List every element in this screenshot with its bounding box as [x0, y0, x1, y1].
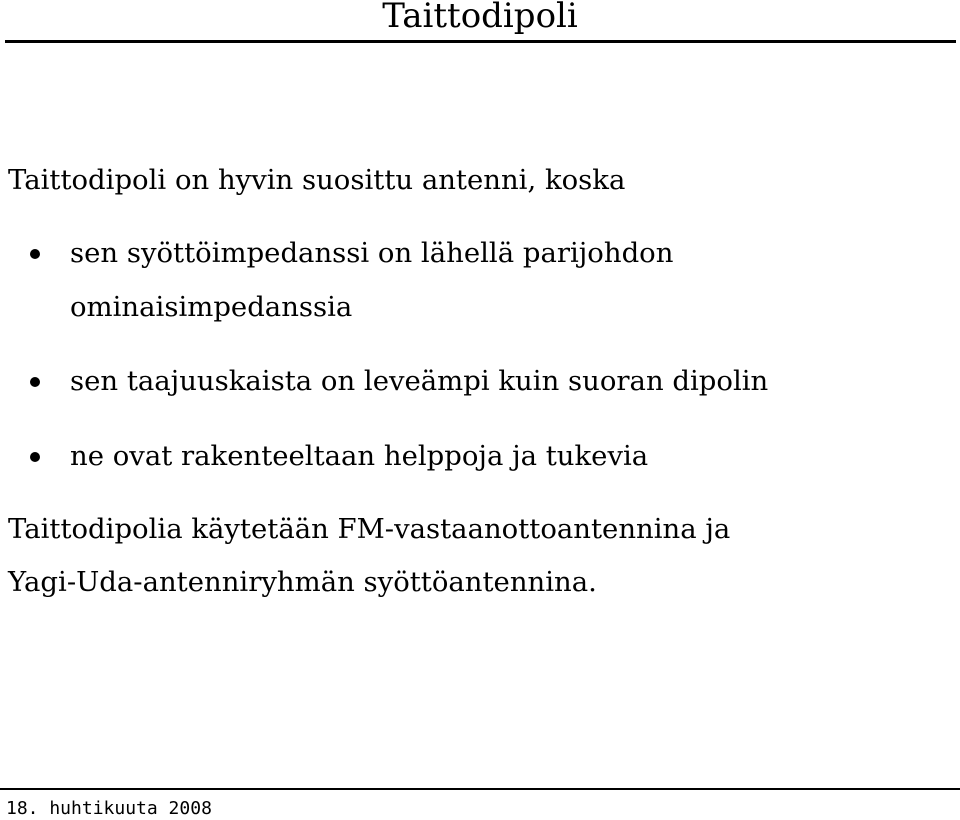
bullet-dot-2 [30, 377, 40, 387]
closing-text-line-1: Taittodipolia käytetään FM-vastaanottoantennina ja [8, 513, 731, 545]
bullet-dot-1 [30, 249, 40, 259]
bullet-item-3: ne ovat rakenteeltaan helppoja ja tukevia [70, 440, 649, 472]
slide-title: Taittodipoli [382, 0, 578, 36]
closing-text-line-2: Yagi-Uda-antenniryhmän syöttöantennina. [8, 566, 597, 598]
intro-text: Taittodipoli on hyvin suosittu antenni, koska [8, 164, 626, 196]
title-divider [5, 40, 956, 43]
footer-divider [0, 788, 960, 790]
bullet-item-1-line-1: sen syöttöimpedanssi on lähellä parijohdon [70, 237, 674, 269]
bullet-item-2: sen taajuuskaista on leveämpi kuin suoran dipolin [70, 365, 769, 397]
bullet-item-1-line-2: ominaisimpedanssia [70, 291, 353, 323]
footer-date: 18. huhtikuuta 2008 [6, 798, 212, 819]
bullet-dot-3 [30, 452, 40, 462]
